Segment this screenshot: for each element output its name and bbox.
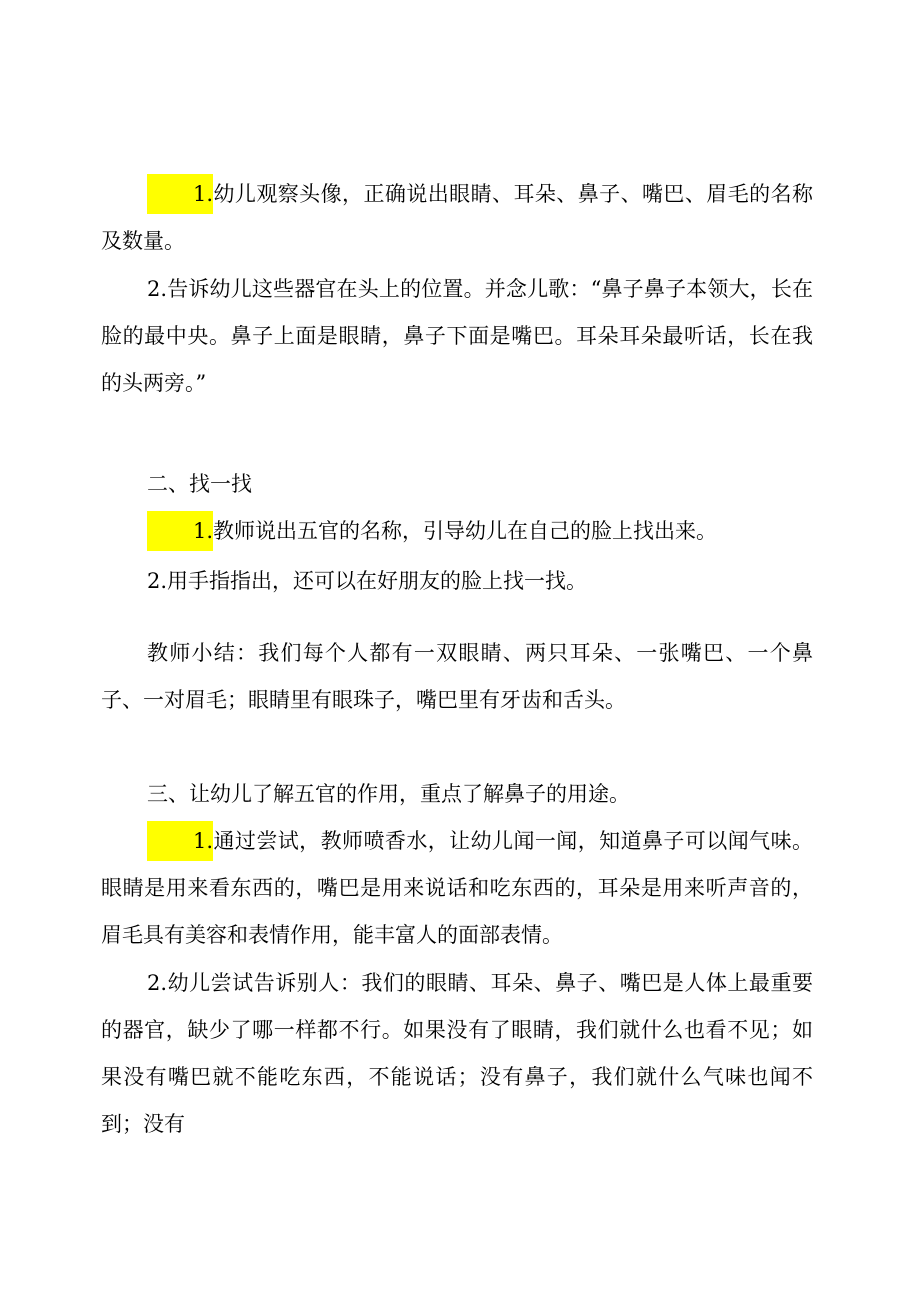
teacher-summary: 教师小结：我们每个人都有一双眼睛、两只耳朵、一张嘴巴、一个鼻子、一对眉毛；眼睛里有眼珠子，嘴巴里有牙齿和舌头。 [101,641,813,712]
find-paragraph-2 [101,558,813,605]
intro-paragraph-2 [101,266,813,407]
paragraph-text: 用手指指出，还可以在好朋友的脸上找一找。 [167,569,588,593]
paragraph-text: 教师说出五官的名称，引导幼儿在自己的脸上找出来。 [213,519,718,543]
paragraph-text: 幼儿观察头像，正确说出眼睛、耳朵、鼻子、嘴巴、眉毛的名称及数量。 [101,182,813,253]
functions-paragraph-2 [101,960,813,1148]
find-paragraph-1 [101,508,813,555]
paragraph-text: 幼儿尝试告诉别人：我们的眼睛、耳朵、鼻子、嘴巴是人体上最重要的器官，缺少了哪一样都不行。如果没有了眼睛，我们就什么也看不见；如果没有嘴巴就不能吃东西，不能说话；没有鼻子，我们就什么气味也闻不到；没有 [101,971,813,1136]
highlighted-number: 1. [147,821,213,861]
section-heading-functions: 三、让幼儿了解五官的作用，重点了解鼻子的用途。 [147,782,630,806]
section-heading-find: 二、找一找 [147,472,252,496]
functions-paragraph-1 [101,818,813,959]
paragraph-text: 告诉幼儿这些器官在头上的位置。并念儿歌：“鼻子鼻子本领大，长在脸的最中央。鼻子上面是眼睛，鼻子下面是嘴巴。耳朵耳朵最听话，长在我的头两旁。” [101,277,813,395]
paragraph-number: 2. [147,277,168,301]
paragraph-number: 2. [147,971,168,995]
highlighted-number: 1. [147,174,213,214]
paragraph-text: 通过尝试，教师喷香水，让幼儿闻一闻，知道鼻子可以闻气味。眼睛是用来看东西的，嘴巴是用来说话和吃东西的，耳朵是用来听声音的，眉毛具有美容和表情作用，能丰富人的面部表情。 [101,829,813,947]
highlighted-number: 1. [147,511,213,551]
intro-paragraph-1 [101,171,813,265]
paragraph-number: 2. [147,569,168,593]
